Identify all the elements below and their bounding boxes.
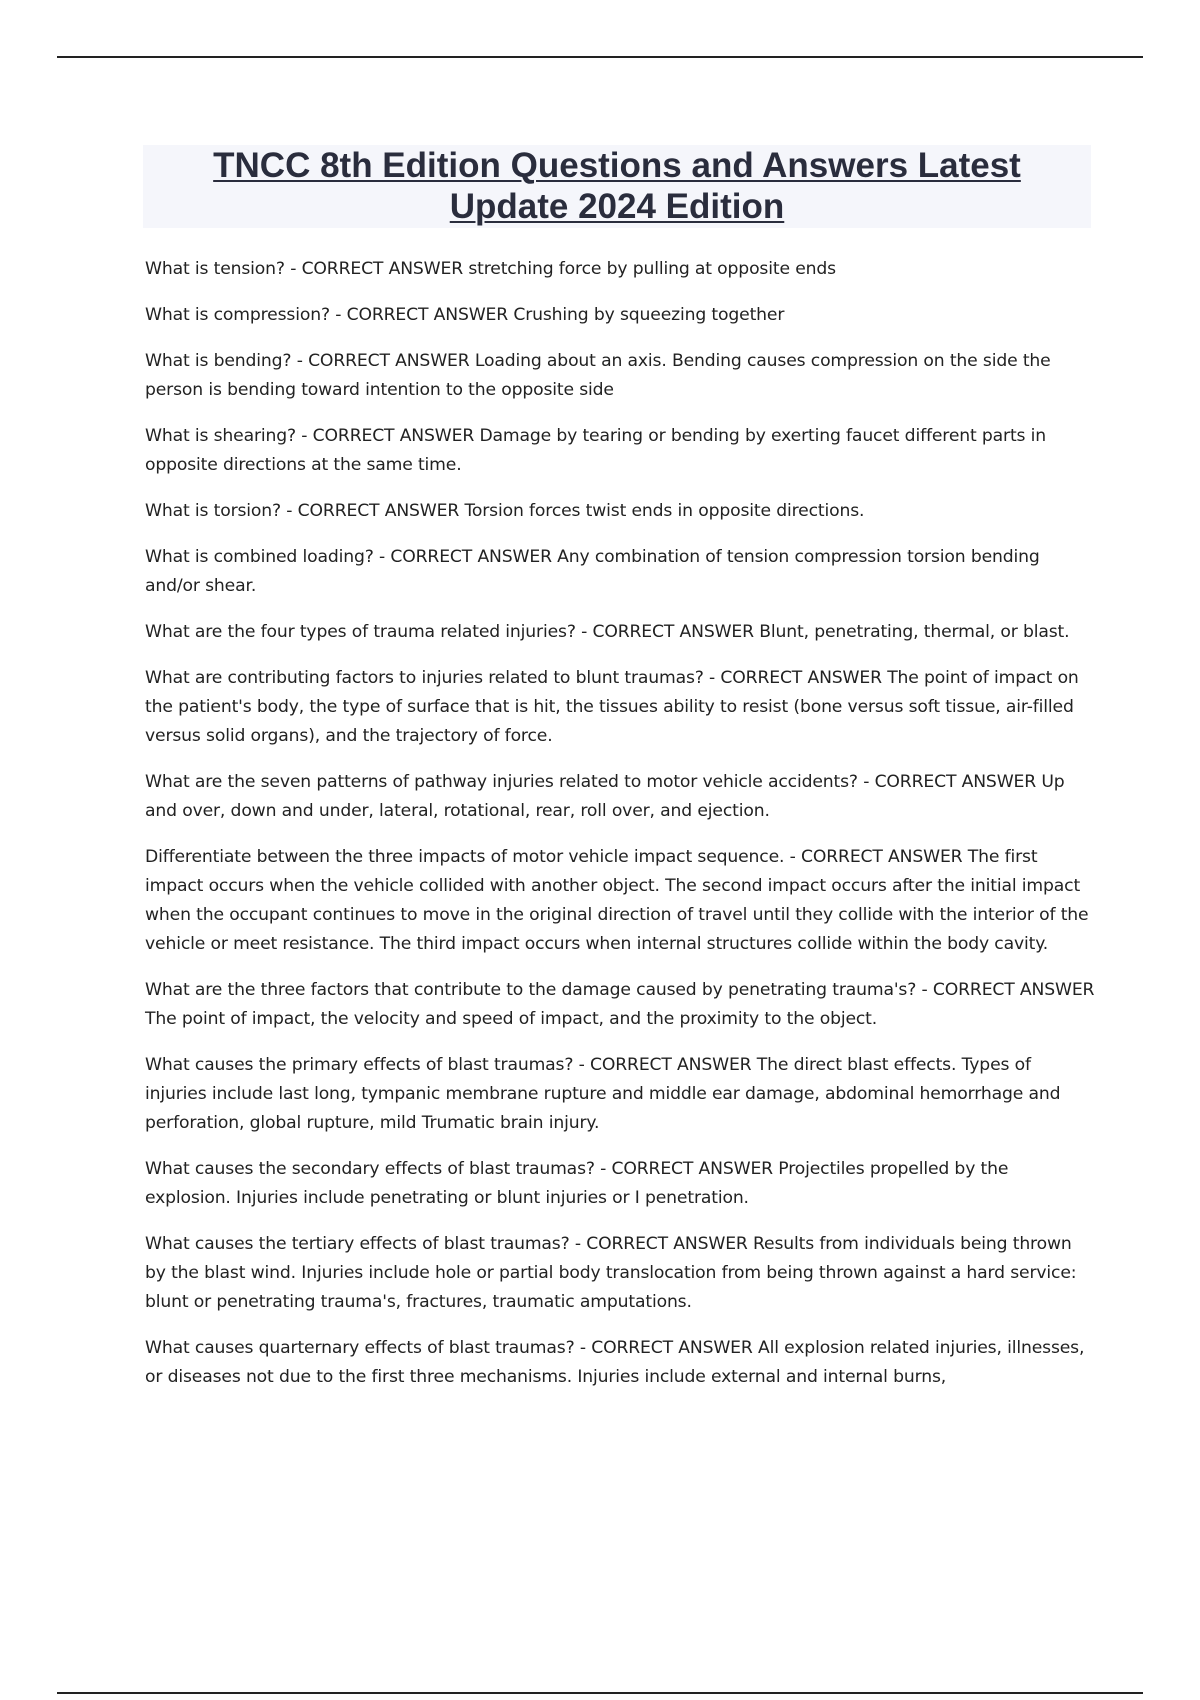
qa-entry-bending: What is bending? - CORRECT ANSWER Loading about an axis. Bending causes compression on the side the person is bending toward intention to the opposite side xyxy=(145,351,1051,400)
qa-list xyxy=(145,255,1095,1409)
qa-entry-penetrating-factors: What are the three factors that contribute to the damage caused by penetrating trauma's? - CORRECT ANSWER The point of impact, the velocity and speed of impact, and the proximity to the object. xyxy=(145,980,1095,1029)
title-block xyxy=(143,145,1091,228)
qa-entry-quarternary-blast: What causes quarternary effects of blast traumas? - CORRECT ANSWER All explosion related injuries, illnesses, or diseases not due to the first three mechanisms. Injuries include external and internal burns, xyxy=(145,1338,1085,1387)
qa-entry-tertiary-blast: What causes the tertiary effects of blast traumas? - CORRECT ANSWER Results from individuals being thrown by the blast wind. Injuries include hole or partial body translocation from being thrown against a hard service: blunt or penetrating trauma's, fractures, traumatic amputations. xyxy=(145,1234,1077,1312)
qa-entry-tension: What is tension? - CORRECT ANSWER stretching force by pulling at opposite ends xyxy=(145,259,836,279)
document-title-line-2: Update 2024 Edition xyxy=(449,187,785,226)
document-title-line-1: TNCC 8th Edition Questions and Answers Latest xyxy=(213,146,1021,185)
header-rule xyxy=(57,56,1143,58)
qa-entry-combined-loading: What is combined loading? - CORRECT ANSWER Any combination of tension compression torsion bending and/or shear. xyxy=(145,547,1040,596)
qa-entry-secondary-blast: What causes the secondary effects of blast traumas? - CORRECT ANSWER Projectiles propelled by the explosion. Injuries include penetrating or blunt injuries or I penetration. xyxy=(145,1159,1009,1208)
qa-entry-shearing: What is shearing? - CORRECT ANSWER Damage by tearing or bending by exerting faucet different parts in opposite directions at the same time. xyxy=(145,426,1047,475)
qa-entry-torsion: What is torsion? - CORRECT ANSWER Torsion forces twist ends in opposite directions. xyxy=(145,501,865,521)
qa-entry-primary-blast: What causes the primary effects of blast traumas? - CORRECT ANSWER The direct blast effects. Types of injuries include last long, tympanic membrane rupture and middle ear damage, abdominal hemorrhage and perforation, global rupture, mild Trumatic brain injury. xyxy=(145,1055,1061,1133)
document-title xyxy=(143,145,1091,227)
qa-entry-blunt-factors: What are contributing factors to injuries related to blunt traumas? - CORRECT ANSWER The point of impact on the patient's body, the type of surface that is hit, the tissues ability to resist (bone versus soft tissue, air-filled versus solid organs), and the trajectory of force. xyxy=(145,668,1079,746)
qa-entry-impact-sequence: Differentiate between the three impacts of motor vehicle impact sequence. - CORRECT ANSWER The first impact occurs when the vehicle collided with another object. The second impact occurs after the initial impact when the occupant continues to move in the original direction of travel until they collide with the interior of the vehicle or meet resistance. The third impact occurs when internal structures collide within the body cavity. xyxy=(145,847,1089,954)
qa-entry-pathway-patterns: What are the seven patterns of pathway injuries related to motor vehicle accidents? - CORRECT ANSWER Up and over, down and under, lateral, rotational, rear, roll over, and ejection. xyxy=(145,772,1065,821)
footer-rule xyxy=(57,1692,1143,1694)
qa-entry-trauma-types: What are the four types of trauma related injuries? - CORRECT ANSWER Blunt, penetrating, thermal, or blast. xyxy=(145,622,1070,642)
qa-entry-compression: What is compression? - CORRECT ANSWER Crushing by squeezing together xyxy=(145,305,785,325)
